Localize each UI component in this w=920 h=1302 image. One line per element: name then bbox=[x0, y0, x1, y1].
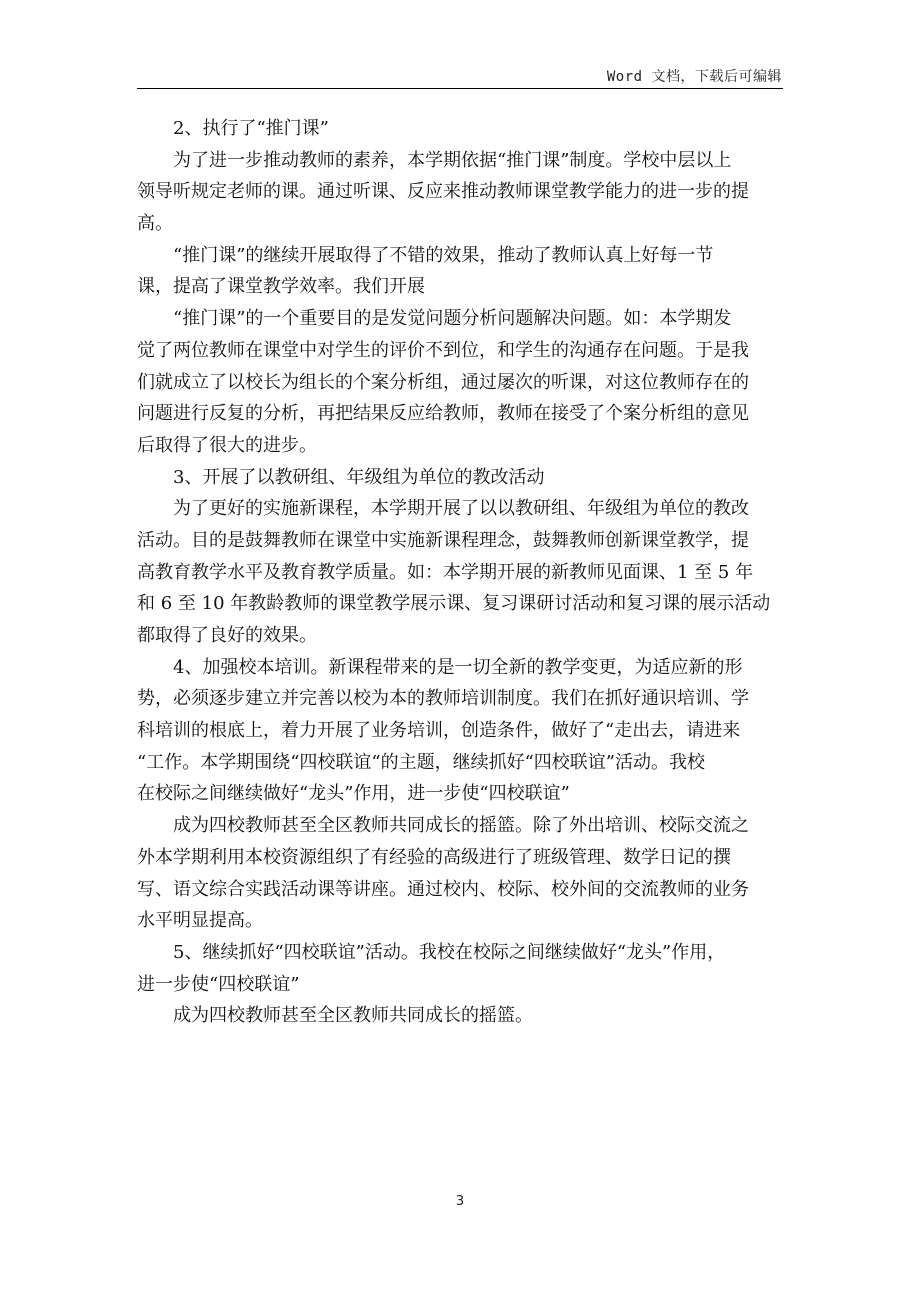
document-body bbox=[137, 113, 783, 1032]
text-line: 5、继续抓好“四校联谊”活动。我校在校际之间继续做好“龙头”作用， bbox=[173, 941, 726, 963]
text-line: 2、执行了“推门课” bbox=[173, 118, 329, 139]
text-line: 在校际之间继续做好“龙头”作用，进一步使“四校联谊” bbox=[137, 783, 570, 805]
text-line: 问题进行反复的分析，再把结果反应给教师，教师在接受了个案分析组的意见 bbox=[137, 403, 749, 425]
text-line: 进一步使“四校联谊” bbox=[137, 973, 300, 995]
page-number: 3 bbox=[455, 1194, 465, 1209]
text-line: “推门课”的继续开展取得了不错的效果，推动了教师认真上好每一节 bbox=[173, 244, 714, 266]
text-line: 课，提高了课堂教学效率。我们开展 bbox=[137, 276, 425, 298]
text-line: 高教育教学水平及教育教学质量。如：本学期开展的新教师见面课、1 至 5 年 bbox=[137, 561, 754, 583]
text-line: 科培训的根底上，着力开展了业务培训，创造条件，做好了“走出去，请进来 bbox=[137, 720, 741, 742]
text-line: 们就成立了以校长为组长的个案分析组，通过屡次的听课，对这位教师存在的 bbox=[137, 371, 749, 393]
text-line: 和 6 至 10 年教龄教师的课堂教学展示课、复习课研讨活动和复习课的展示活动 bbox=[137, 593, 771, 615]
header-divider bbox=[137, 88, 783, 89]
text-line: 后取得了很大的进步。 bbox=[137, 434, 317, 456]
text-line: 水平明显提高。 bbox=[137, 910, 263, 932]
document-header-title: Word 文档，下载后可编辑 bbox=[606, 69, 782, 85]
text-line: 领导听规定老师的课。通过听课、反应来推动教师课堂教学能力的进一步的提 bbox=[137, 181, 749, 203]
text-line: 觉了两位教师在课堂中对学生的评价不到位，和学生的沟通存在问题。于是我 bbox=[137, 339, 749, 361]
text-line: 为了进一步推动教师的素养，本学期依据“推门课”制度。学校中层以上 bbox=[173, 149, 732, 171]
text-line: 4、加强校本培训。新课程带来的是一切全新的教学变更，为适应新的形 bbox=[173, 656, 743, 678]
text-line: 高。 bbox=[137, 213, 173, 235]
text-line: 为了更好的实施新课程，本学期开展了以以教研组、年级组为单位的教改 bbox=[173, 498, 749, 520]
text-line: 都取得了良好的效果。 bbox=[137, 625, 317, 646]
text-line: 3、开展了以教研组、年级组为单位的教改活动 bbox=[173, 466, 545, 488]
text-line: 成为四校教师甚至全区教师共同成长的摇篮。 bbox=[173, 1005, 533, 1027]
text-line: “工作。本学期围绕“四校联谊“的主题，继续抓好“四校联谊”活动。我校 bbox=[137, 751, 706, 773]
text-line: 势，必须逐步建立并完善以校为本的教师培训制度。我们在抓好通识培训、学 bbox=[137, 688, 749, 710]
text-line: 写、语文综合实践活动课等讲座。通过校内、校际、校外间的交流教师的业务 bbox=[137, 878, 749, 900]
text-line: 成为四校教师甚至全区教师共同成长的摇篮。除了外出培训、校际交流之 bbox=[173, 815, 749, 837]
text-line: “推门课”的一个重要目的是发觉问题分析问题解决问题。如：本学期发 bbox=[173, 308, 732, 330]
text-line: 活动。目的是鼓舞教师在课堂中实施新课程理念，鼓舞教师创新课堂教学，提 bbox=[137, 529, 749, 551]
text-line: 外本学期利用本校资源组织了有经验的高级进行了班级管理、数学日记的撰 bbox=[137, 846, 731, 868]
